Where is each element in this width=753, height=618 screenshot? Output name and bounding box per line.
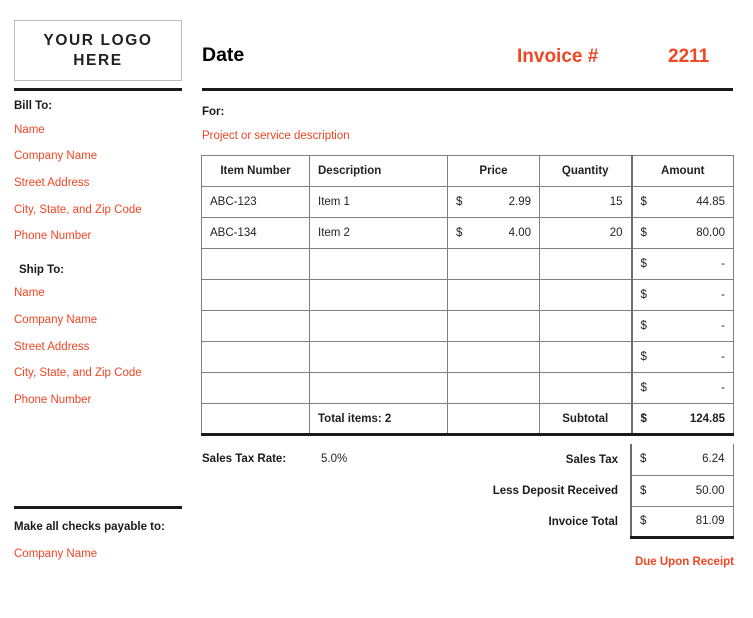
cell-quantity[interactable] [540,249,632,280]
cell-quantity[interactable] [540,373,632,404]
cell-item-number[interactable] [202,249,310,280]
ship-to-company[interactable]: Company Name [14,314,98,327]
column-header-quantity: Quantity [540,156,632,187]
cell-description[interactable] [310,249,448,280]
cell-item-number[interactable] [202,311,310,342]
bill-to-phone[interactable]: Phone Number [14,230,92,243]
amount-value: - [721,289,725,301]
cell-amount [632,342,734,373]
cell-description[interactable]: Item 2 [310,218,448,249]
price-currency-symbol: $ [456,227,463,239]
totals-row-deposit [430,475,733,506]
amount-currency-symbol: $ [640,258,647,270]
cell-quantity[interactable] [540,311,632,342]
price-value: 4.00 [508,227,531,239]
date-label[interactable]: Date [202,44,245,66]
subtotal-row [202,404,734,435]
amount-value: - [721,320,725,332]
amount-value: 80.00 [696,227,725,239]
cell-description[interactable] [310,342,448,373]
ship-to-street[interactable]: Street Address [14,340,90,353]
sales-tax-rate-label: Sales Tax Rate: [202,453,287,465]
cell-price[interactable] [448,373,540,404]
invoice-header [0,0,753,92]
subtotal-amount [632,404,734,435]
table-row[interactable] [202,280,734,311]
subtotal-label: Subtotal [540,404,632,435]
cell-price[interactable] [448,280,540,311]
ship-to-block [14,264,189,407]
ship-to-city-state-zip[interactable]: City, State, and Zip Code [14,367,142,380]
ship-to-phone[interactable]: Phone Number [14,394,92,407]
cell-description[interactable]: Item 1 [310,187,448,218]
amount-currency-symbol: $ [640,351,647,363]
cell-amount [632,218,734,249]
bill-to-street[interactable]: Street Address [14,176,90,189]
amount-currency-symbol: $ [640,289,647,301]
cell-description[interactable] [310,311,448,342]
price-currency-symbol: $ [456,196,463,208]
subtotal-blank-cell [202,404,310,435]
cell-quantity[interactable]: 20 [540,218,632,249]
payable-heading: Make all checks payable to: [14,521,165,533]
cell-description[interactable] [310,373,448,404]
deposit-value: 50.00 [695,484,725,497]
amount-value: 44.85 [696,196,725,208]
bill-to-company[interactable]: Company Name [14,150,98,163]
logo-text [43,31,152,71]
less-deposit-amount[interactable] [631,475,733,506]
cell-price[interactable] [448,218,540,249]
cell-quantity[interactable]: 15 [540,187,632,218]
ship-to-name[interactable]: Name [14,287,45,300]
sales-tax-label: Sales Tax [565,453,618,466]
ship-to-heading: Ship To: [19,263,65,276]
price-value: 2.99 [508,196,531,208]
payable-divider [14,506,182,509]
amount-value: - [721,258,725,270]
sales-tax-currency-symbol: $ [640,453,647,466]
invoice-total-amount [631,506,733,537]
invoice-total-currency-symbol: $ [640,515,647,527]
for-description[interactable]: Project or service description [202,129,350,142]
cell-item-number[interactable] [202,280,310,311]
logo-line-1: YOUR LOGO [43,31,153,49]
due-upon-receipt-note: Due Upon Receipt [634,556,734,568]
column-header-description: Description [310,156,448,187]
amount-currency-symbol: $ [640,382,647,394]
address-column [14,100,189,421]
total-items-count: Total items: 2 [310,404,448,435]
table-row[interactable] [202,187,734,218]
cell-item-number[interactable] [202,342,310,373]
logo-placeholder-box[interactable] [14,20,182,81]
for-heading: For: [202,106,225,118]
line-items-table [201,155,734,436]
amount-value: - [721,351,725,363]
bill-to-heading: Bill To: [14,100,53,112]
header-divider-left [14,88,182,91]
cell-amount [632,187,734,218]
sales-tax-value: 6.24 [702,453,725,466]
logo-line-2: HERE [73,51,123,69]
table-header-row [202,156,734,187]
column-header-amount: Amount [632,156,734,187]
invoice-total-label: Invoice Total [548,515,618,528]
cell-quantity[interactable] [540,342,632,373]
cell-amount [632,311,734,342]
subtotal-spacer-cell [448,404,540,435]
for-block [202,106,602,142]
totals-row-sales-tax [430,444,733,475]
column-header-item-number: Item Number [202,156,310,187]
amount-currency-symbol: $ [640,227,647,239]
invoice-number-label: Invoice # [517,46,599,67]
subtotal-value: 124.85 [689,412,725,425]
bill-to-name[interactable]: Name [14,123,45,136]
cell-quantity[interactable] [540,280,632,311]
table-row[interactable] [202,311,734,342]
table-row[interactable] [202,373,734,404]
less-deposit-label: Less Deposit Received [492,484,618,497]
sales-tax-rate-value[interactable]: 5.0% [321,453,348,465]
amount-value: - [721,382,725,394]
header-divider-right [202,88,733,91]
sales-tax-amount [631,444,733,475]
bill-to-city-state-zip[interactable]: City, State, and Zip Code [14,203,142,216]
invoice-total-value: 81.09 [695,515,725,527]
table-row[interactable] [202,342,734,373]
cell-amount [632,249,734,280]
payable-company-name[interactable]: Company Name [14,547,98,560]
cell-amount [632,280,734,311]
payable-block [14,521,199,574]
cell-price[interactable] [448,311,540,342]
amount-currency-symbol: $ [640,320,647,332]
address-spacer [14,257,189,264]
column-header-price: Price [448,156,540,187]
amount-currency-symbol: $ [640,196,647,208]
deposit-currency-symbol: $ [640,484,647,497]
table-row[interactable] [202,249,734,280]
cell-price[interactable] [448,249,540,280]
cell-item-number[interactable] [202,373,310,404]
totals-row-invoice-total [430,506,733,537]
invoice-number-value[interactable]: 2211 [668,46,710,67]
cell-amount [632,373,734,404]
cell-description[interactable] [310,280,448,311]
cell-price[interactable] [448,187,540,218]
bill-to-block [14,100,189,243]
totals-table [430,444,734,539]
cell-price[interactable] [448,342,540,373]
table-row[interactable] [202,218,734,249]
subtotal-currency-symbol: $ [640,412,647,425]
cell-item-number[interactable]: ABC-134 [202,218,310,249]
cell-item-number[interactable]: ABC-123 [202,187,310,218]
